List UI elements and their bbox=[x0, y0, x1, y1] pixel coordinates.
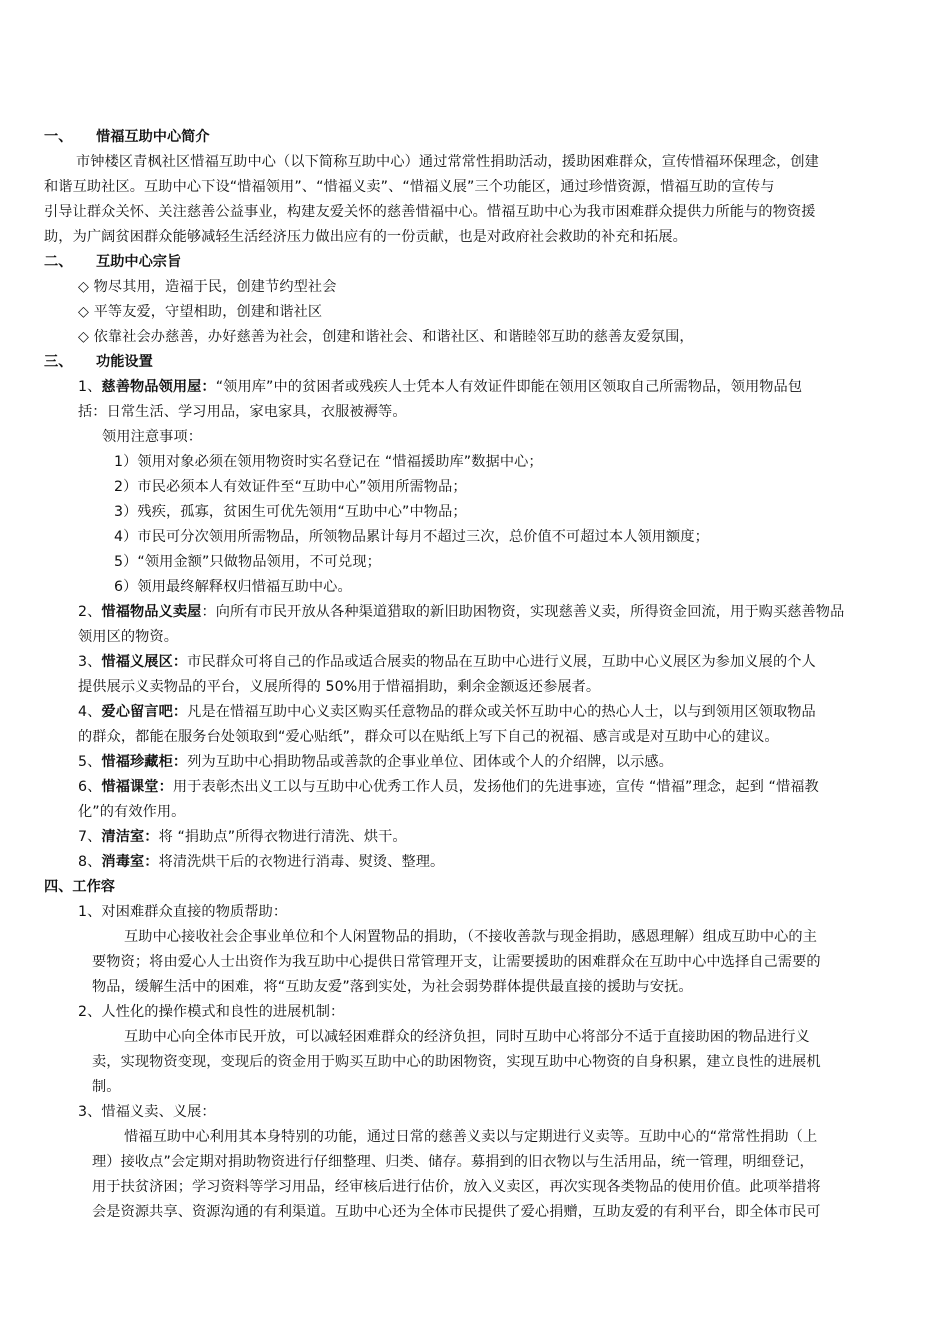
function-6-number: 6、 bbox=[78, 779, 102, 795]
note-item: 6）领用最终解释权归惜福互助中心。 bbox=[114, 579, 352, 595]
note-item: 5）“领用金额”只做物品领用，不可兑现； bbox=[114, 554, 381, 570]
function-6 bbox=[78, 778, 819, 797]
section-1-number: 一、 bbox=[44, 129, 73, 145]
section-1-line: 市钟楼区青枫社区惜福互助中心（以下简称互助中心）通过常常性捐助活动，援助困难群众，宣传惜福环保理念，创建 bbox=[76, 154, 819, 170]
function-5-number: 5、 bbox=[78, 754, 102, 770]
work-3-line: 惜福互助中心利用其本身特别的功能，通过日常的慈善义卖以与定期进行义卖等。互助中心的“常常性捐助（上 bbox=[124, 1129, 818, 1145]
function-1 bbox=[78, 378, 802, 397]
section-3-heading bbox=[44, 353, 153, 372]
function-7-number: 7、 bbox=[78, 829, 102, 845]
function-6-text: 用于表彰杰出义工以与互助中心优秀工作人员，发扬他们的先进事迹，宣传 “惜福”理念，起到 “惜福教 bbox=[172, 779, 819, 795]
function-2 bbox=[78, 603, 844, 622]
function-4-text: 凡是在惜福互助中心义卖区购买任意物品的群众或关怀互助中心的热心人士，以与到领用区领取物品 bbox=[187, 704, 816, 720]
function-1-name: 慈善物品领用屋： bbox=[101, 379, 216, 395]
section-1-heading bbox=[44, 128, 210, 147]
function-2-name: 惜福物品义卖屋 bbox=[101, 604, 202, 620]
function-1-line: 括：日常生活、学习用品，家电家具，衣服被褥等。 bbox=[78, 404, 407, 420]
purpose-item: ◇ 物尽其用，造福于民，创建节约型社会 bbox=[78, 279, 337, 295]
function-2-line: 领用区的物资。 bbox=[78, 629, 179, 645]
purpose-item: ◇ 依靠社会办慈善，办好慈善为社会，创建和谐社会、和谐社区、和谐睦邻互助的慈善友爱氛围， bbox=[78, 329, 694, 345]
function-7 bbox=[78, 828, 407, 847]
note-item: 2）市民必须本人有效证件至“互助中心”领用所需物品； bbox=[114, 479, 467, 495]
function-8 bbox=[78, 853, 444, 872]
work-3-line: 用于扶贫济困；学习资料等学习用品，经审核后进行估价，放入义卖区，再次实现各类物品的使用价值。此项举措将 bbox=[92, 1179, 821, 1195]
function-4-line: 的群众，都能在服务台处领取到“爱心贴纸”，群众可以在贴纸上写下自己的祝福、感言或是对互助中心的建议。 bbox=[78, 729, 779, 745]
function-3-name: 惜福义展区： bbox=[101, 654, 188, 670]
section-1-line: 和谐互助社区。互助中心下设“惜福领用”、“惜福义卖”、“惜福义展”三个功能区，通过珍惜资源，惜福互助的宣传与 bbox=[44, 179, 775, 195]
function-2-text: 向所有市民开放从各种渠道猎取的新旧助困物资，实现慈善义卖，所得资金回流，用于购买慈善物品 bbox=[215, 604, 845, 620]
notes-title: 领用注意事项： bbox=[102, 429, 203, 445]
work-3-line: 理）接收点”会定期对捐助物资进行仔细整理、归类、储存。募捐到的旧衣物以与生活用品，统一管理，明细登记， bbox=[92, 1154, 814, 1170]
section-3-title: 功能设置 bbox=[96, 354, 153, 370]
note-item: 4）市民可分次领用所需物品，所领物品累计每月不超过三次，总价值不可超过本人领用额度； bbox=[114, 529, 709, 545]
work-2-line: 卖，实现物资变现，变现后的资金用于购买互助中心的助困物资，实现互助中心物资的自身积累，建立良性的进展机 bbox=[92, 1054, 821, 1070]
function-6-name: 惜福课堂： bbox=[101, 779, 173, 795]
function-4 bbox=[78, 703, 816, 722]
function-5-text: 列为互助中心捐助物品或善款的企事业单位、团体或个人的介绍牌，以示感。 bbox=[187, 754, 673, 770]
function-4-name: 爱心留言吧： bbox=[101, 704, 188, 720]
function-2-number: 2、 bbox=[78, 604, 102, 620]
function-5-name: 惜福珍藏柜： bbox=[101, 754, 188, 770]
work-2-line: 互助中心向全体市民开放，可以减轻困难群众的经济负担，同时互助中心将部分不适于直接助困的物品进行义 bbox=[124, 1029, 810, 1045]
function-7-text: 将 “捐助点”所得衣物进行清洗、烘干。 bbox=[158, 829, 407, 845]
function-3-number: 3、 bbox=[78, 654, 102, 670]
purpose-item: ◇ 平等友爱，守望相助，创建和谐社区 bbox=[78, 304, 323, 320]
work-1-line: 物品，缓解生活中的困难，将“互助友爱”落到实处，为社会弱势群体提供最直接的援助与安抚。 bbox=[92, 979, 693, 995]
section-1-title: 惜福互助中心简介 bbox=[96, 129, 210, 145]
section-3-number: 三、 bbox=[44, 354, 73, 370]
section-2-number: 二、 bbox=[44, 254, 73, 270]
function-3 bbox=[78, 653, 816, 672]
function-1-number: 1、 bbox=[78, 379, 102, 395]
work-1-line: 要物资；将由爱心人士出资作为我互助中心提供日常管理开支，让需要援助的困难群众在互助中心中选择自己需要的 bbox=[92, 954, 821, 970]
work-2-heading: 2、人性化的操作模式和良性的进展机制： bbox=[78, 1004, 345, 1020]
function-3-line: 提供展示义卖物品的平台，义展所得的 50%用于惜福捐助，剩余金额返还参展者。 bbox=[78, 679, 601, 695]
function-7-name: 清洁室： bbox=[101, 829, 159, 845]
work-3-line: 会是资源共享、资源沟通的有利渠道。互助中心还为全体市民提供了爱心捐赠，互助友爱的有利平台，即全体市民可 bbox=[92, 1204, 821, 1220]
function-8-number: 8、 bbox=[78, 854, 102, 870]
function-2-colon: ： bbox=[201, 604, 216, 620]
section-1-line: 引导让群众关怀、关注慈善公益事业，构建友爱关怀的慈善惜福中心。惜福互助中心为我市困难群众提供力所能与的物资援 bbox=[44, 204, 816, 220]
function-8-text: 将清洗烘干后的衣物进行消毒、熨烫、整理。 bbox=[158, 854, 445, 870]
function-4-number: 4、 bbox=[78, 704, 102, 720]
note-item: 1）领用对象必须在领用物资时实名登记在 “惜福援助库”数据中心； bbox=[114, 454, 543, 470]
section-2-heading bbox=[44, 253, 182, 272]
function-5 bbox=[78, 753, 673, 772]
section-4-heading: 四、工作容 bbox=[44, 879, 115, 895]
function-6-line: 化”的有效作用。 bbox=[78, 804, 186, 820]
section-2-title: 互助中心宗旨 bbox=[96, 254, 182, 270]
work-1-heading: 1、对困难群众直接的物质帮助： bbox=[78, 904, 288, 920]
function-1-text: “领用库”中的贫困者或残疾人士凭本人有效证件即能在领用区领取自己所需物品，领用物品包 bbox=[215, 379, 803, 395]
work-3-heading: 3、惜福义卖、义展： bbox=[78, 1104, 216, 1120]
section-1-line: 助，为广阔贫困群众能够减轻生活经济压力做出应有的一份贡献，也是对政府社会救助的补充和拓展。 bbox=[44, 229, 687, 245]
function-8-name: 消毒室： bbox=[101, 854, 159, 870]
work-2-line: 制。 bbox=[92, 1079, 121, 1095]
function-3-text: 市民群众可将自己的作品或适合展卖的物品在互助中心进行义展，互助中心义展区为参加义展的个人 bbox=[187, 654, 816, 670]
note-item: 3）残疾，孤寡，贫困生可优先领用“互助中心”中物品； bbox=[114, 504, 467, 520]
work-1-line: 互助中心接收社会企事业单位和个人闲置物品的捐助，（不接收善款与现金捐助，感恩理解）组成互助中心的主 bbox=[124, 929, 817, 945]
